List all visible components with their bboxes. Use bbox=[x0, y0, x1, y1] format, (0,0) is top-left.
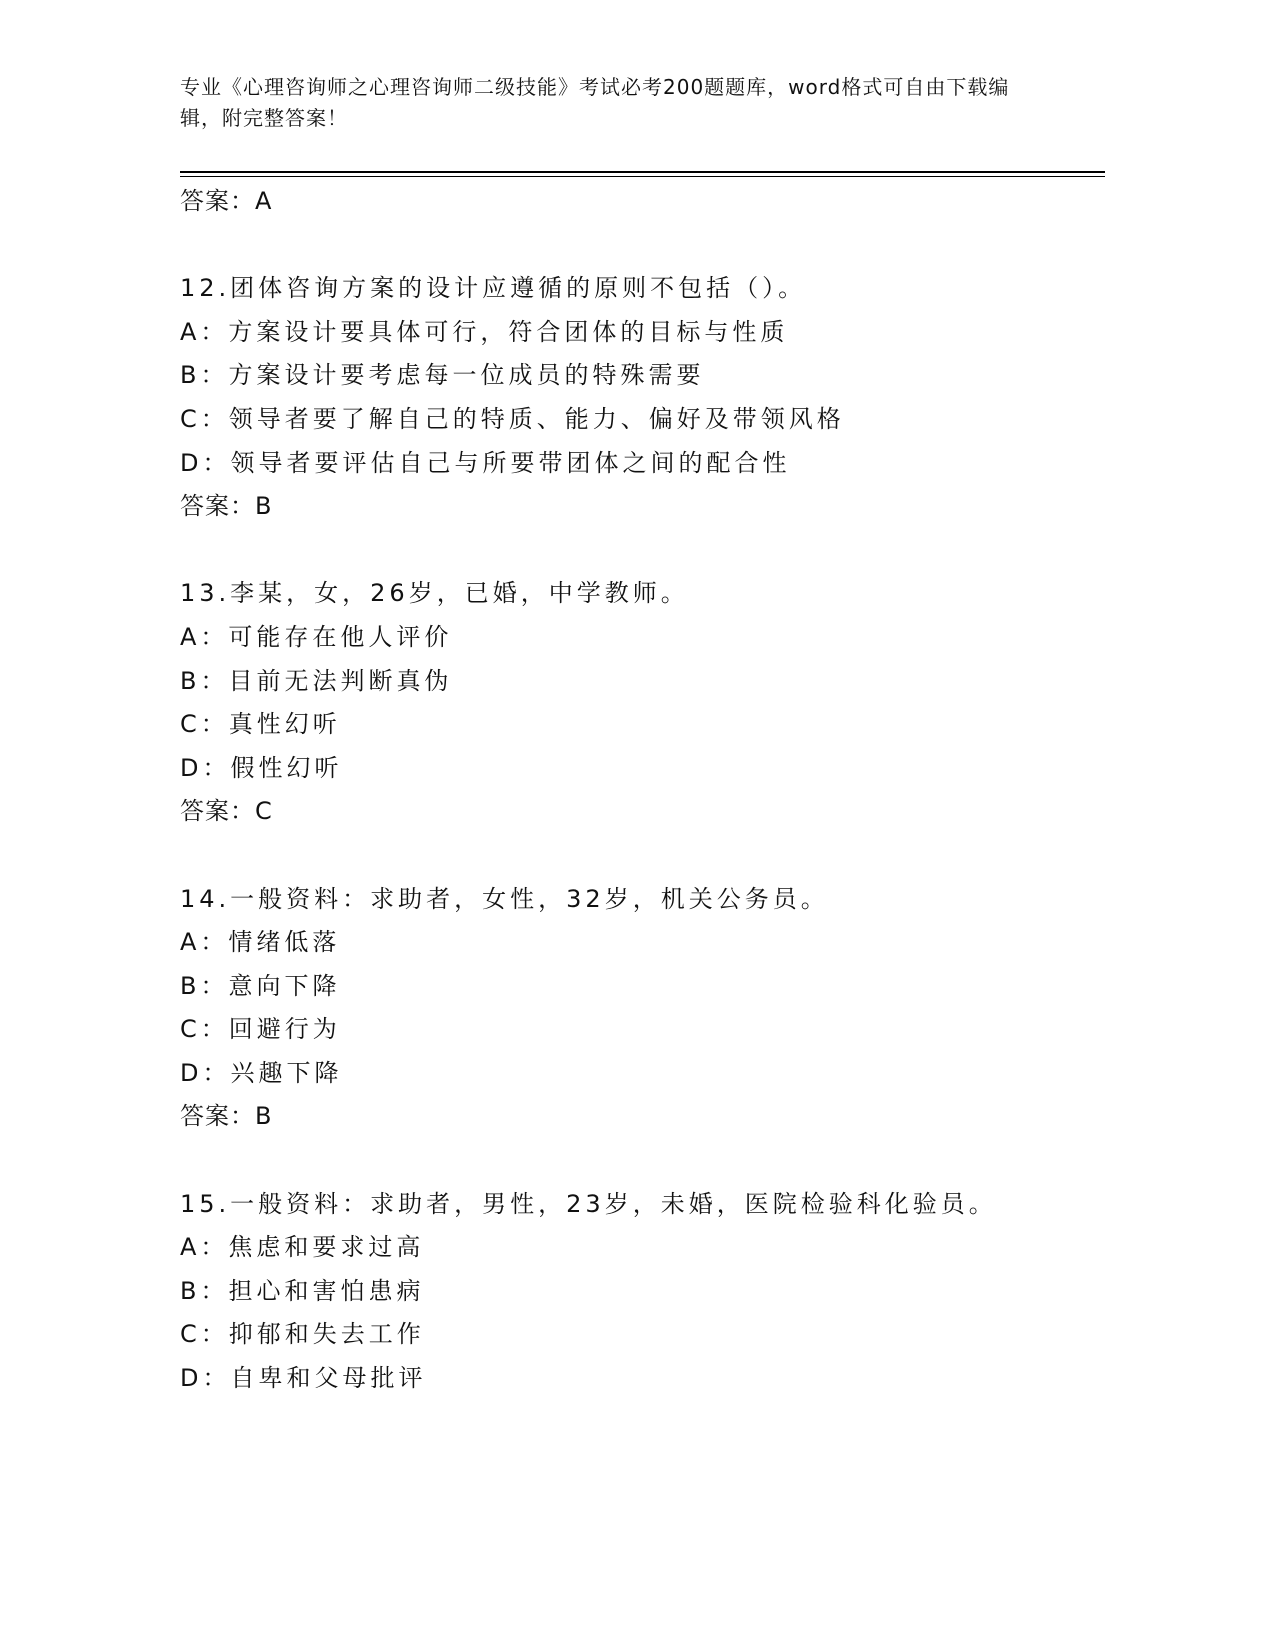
question-15 bbox=[180, 1183, 1105, 1401]
question-stem: 14.一般资料：求助者，女性，32岁，机关公务员。 bbox=[180, 884, 829, 913]
question-stem: 15.一般资料：求助者，男性，23岁，未婚，医院检验科化验员。 bbox=[180, 1189, 997, 1218]
question-12 bbox=[180, 267, 1105, 572]
answer: 答案：C bbox=[180, 797, 273, 826]
option-c: C：抑郁和失去工作 bbox=[180, 1320, 425, 1349]
option-c: C：领导者要了解自己的特质、能力、偏好及带领风格 bbox=[180, 404, 845, 433]
option-d: D：兴趣下降 bbox=[180, 1058, 343, 1087]
option-a: A：焦虑和要求过高 bbox=[180, 1233, 425, 1262]
header-divider bbox=[180, 171, 1105, 177]
option-b: B：担心和害怕患病 bbox=[180, 1276, 425, 1305]
question-stem: 12.团体咨询方案的设计应遵循的原则不包括（）。 bbox=[180, 274, 807, 303]
option-a: A：可能存在他人评价 bbox=[180, 622, 453, 651]
option-c: C：真性幻听 bbox=[180, 710, 341, 739]
question-13 bbox=[180, 572, 1105, 877]
option-b: B：方案设计要考虑每一位成员的特殊需要 bbox=[180, 361, 705, 390]
option-d: D：假性幻听 bbox=[180, 753, 343, 782]
document-intro: 专业《心理咨询师之心理咨询师二级技能》考试必考200题题库，word格式可自由下载编辑，附完整答案！ bbox=[180, 75, 1010, 130]
answer: 答案：B bbox=[180, 492, 273, 521]
question-stem: 13.李某，女，26岁，已婚，中学教师。 bbox=[180, 579, 689, 608]
answer: 答案：B bbox=[180, 1102, 273, 1131]
question-14 bbox=[180, 878, 1105, 1183]
option-b: B：目前无法判断真伪 bbox=[180, 666, 453, 695]
option-d: D：自卑和父母批评 bbox=[180, 1364, 427, 1393]
question-list bbox=[180, 180, 1105, 1401]
option-d: D：领导者要评估自己与所要带团体之间的配合性 bbox=[180, 448, 791, 477]
option-c: C：回避行为 bbox=[180, 1015, 341, 1044]
option-a: A：情绪低落 bbox=[180, 928, 341, 957]
previous-answer: 答案：A bbox=[180, 187, 273, 215]
option-a: A：方案设计要具体可行，符合团体的目标与性质 bbox=[180, 317, 789, 346]
option-b: B：意向下降 bbox=[180, 971, 341, 1000]
